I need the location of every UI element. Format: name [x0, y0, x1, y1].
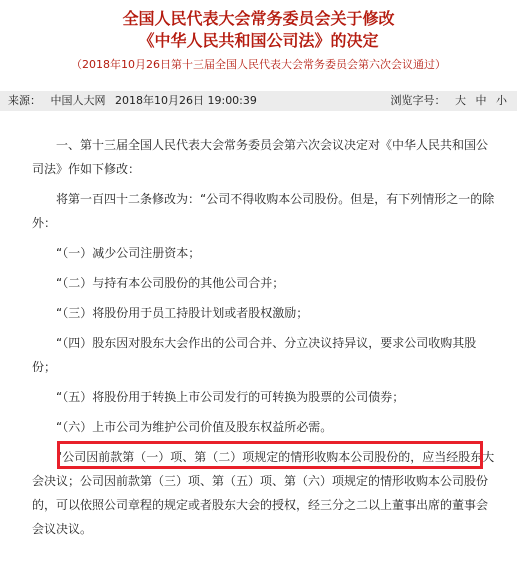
paragraph-8: “（六）上市公司为维护公司价值及股东权益所必需。: [56, 420, 333, 434]
paragraph-5: “（三）将股份用于员工持股计划或者股权激励；: [56, 306, 309, 320]
paragraph-6: “（四）股东因对股东大会作出的公司合并、分立决议持异议，要求公司收购其股份；: [32, 336, 477, 374]
source-info: [8, 91, 263, 111]
article-body: [32, 133, 499, 541]
font-size-small-button[interactable]: 小: [496, 94, 507, 107]
paragraph-9: “公司因前款第（一）项、第（二）项规定的情形收购本公司股份的，应当经股东大会决议；公司因前款第（三）项、第（五）项、第（六）项规定的情形收购本公司股份的，可以依照公司章程的规定或者股东大会的授权，经三分之二以上董事出席的董事会会议决议。: [32, 450, 495, 536]
source-label: 来源：: [8, 94, 41, 107]
paragraph-4: “（二）与持有本公司股份的其他公司合并；: [56, 276, 285, 290]
font-size-label: 浏览字号：: [390, 94, 446, 107]
source-bar: [0, 91, 517, 111]
source-name: 中国人大网: [50, 94, 106, 107]
highlight-box: [57, 441, 483, 469]
paragraph-7: “（五）将股份用于转换上市公司发行的可转换为股票的公司债券；: [56, 390, 405, 404]
article-subtitle: （2018年10月26日第十三届全国人民代表大会常务委员会第六次会议通过）: [71, 58, 446, 71]
article-title-line1: 全国人民代表大会常务委员会关于修改: [122, 9, 395, 28]
font-size-medium-button[interactable]: 中: [475, 94, 487, 107]
paragraph-2: 将第一百四十二条修改为：“公司不得收购本公司股份。但是，有下列情形之一的除外：: [32, 192, 495, 230]
paragraph-1: 一、第十三届全国人民代表大会常务委员会第六次会议决定对《中华人民共和国公司法》作如下修改：: [32, 138, 489, 176]
publish-datetime: 2018年10月26日 19:00:39: [115, 94, 257, 107]
font-size-large-button[interactable]: 大: [455, 94, 466, 107]
article-title-line2: 《中华人民共和国公司法》的决定: [138, 31, 379, 50]
font-size-controls: [391, 91, 508, 111]
paragraph-3: “（一）减少公司注册资本；: [56, 246, 201, 260]
